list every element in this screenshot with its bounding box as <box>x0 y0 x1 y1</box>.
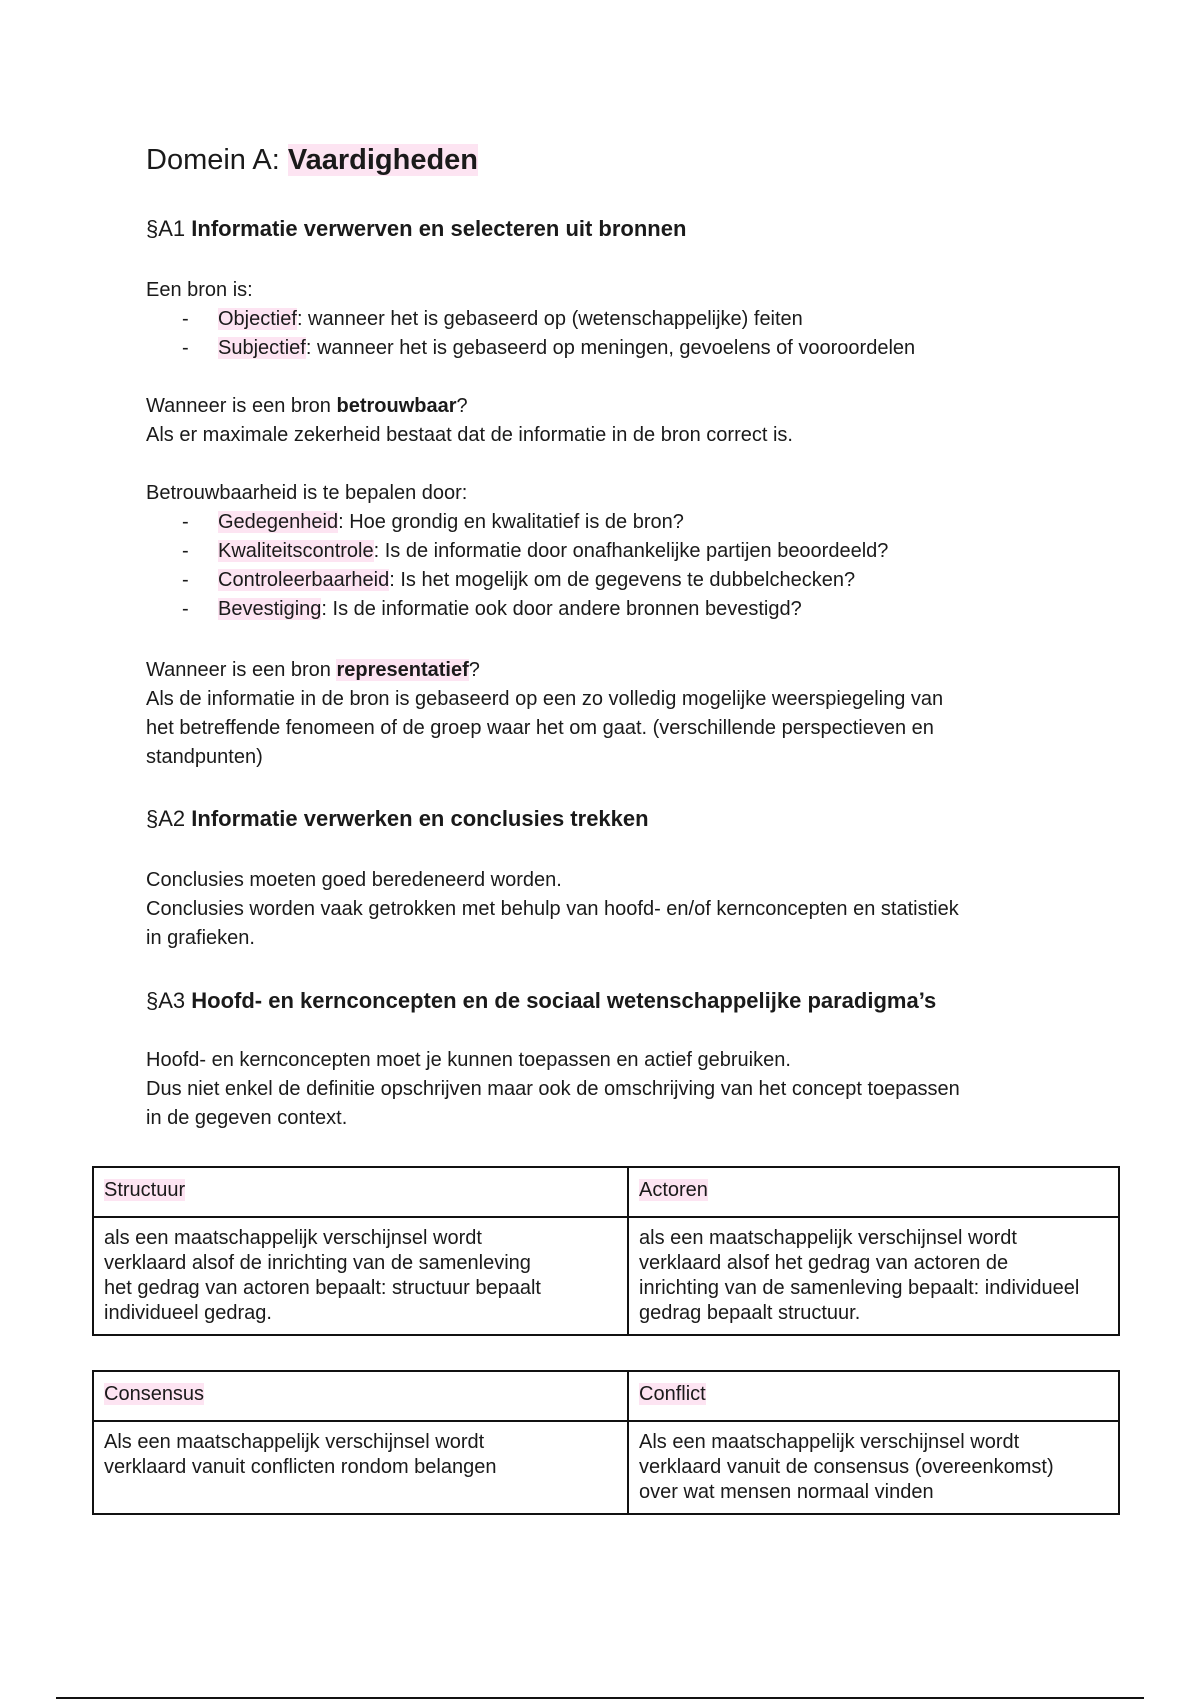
title-prefix: Domein A: <box>146 144 288 176</box>
cell-line: over wat mensen normaal vinden <box>639 1481 934 1503</box>
table-header-label: Conflict <box>639 1383 706 1405</box>
conclusies-block <box>146 866 1086 953</box>
betrouwbaarheid-block <box>146 479 1086 624</box>
betrouwbaarheid-intro: Betrouwbaarheid is te bepalen door: <box>146 482 468 504</box>
representatief-block <box>146 656 1086 772</box>
section-a2-number: §A2 <box>146 806 192 831</box>
list-item-text: : Is het mogelijk om de gegevens te dubbelchecken? <box>389 569 856 591</box>
representatief-answer-line: standpunten) <box>146 746 263 768</box>
section-a2-title: Informatie verwerken en conclusies trekken <box>191 806 649 831</box>
list-dash: - <box>182 308 189 330</box>
table-cell-actoren <box>628 1217 1119 1335</box>
cell-line: gedrag bepaalt structuur. <box>639 1302 861 1324</box>
list-item-term: Subjectief <box>218 337 306 359</box>
paragraph-line: Conclusies worden vaak getrokken met behulp van hoofd- en/of kernconcepten en statistiek <box>146 898 959 920</box>
section-a1-number: §A1 <box>146 216 192 241</box>
table-header-label: Consensus <box>104 1383 205 1405</box>
paragraph-line: Conclusies moeten goed beredeneerd worden. <box>146 869 562 891</box>
list-dash: - <box>182 337 189 359</box>
list-item <box>146 595 1086 624</box>
table-row <box>93 1167 1119 1217</box>
list-dash: - <box>182 540 189 562</box>
footer-divider <box>56 1697 1144 1699</box>
section-a3-heading <box>146 988 936 1014</box>
table-header-label: Actoren <box>639 1179 708 1201</box>
page-title <box>146 144 478 177</box>
table-cell-consensus <box>93 1421 628 1514</box>
cell-line: verklaard alsof het gedrag van actoren de <box>639 1252 1009 1274</box>
list-item-text: : wanneer het is gebaseerd op (wetenschappelijke) feiten <box>296 308 803 330</box>
list-item <box>146 508 1086 537</box>
list-item-term: Kwaliteitscontrole <box>218 540 374 562</box>
table-cell-conflict <box>628 1421 1119 1514</box>
cell-line: verklaard alsof de inrichting van de samenleving <box>104 1252 531 1274</box>
list-dash: - <box>182 511 189 533</box>
cell-line: het gedrag van actoren bepaalt: structuur bepaalt <box>104 1277 541 1299</box>
bron-definition <box>146 276 1086 363</box>
list-item-term: Objectief <box>218 308 297 330</box>
list-dash: - <box>182 569 189 591</box>
paragraph-line: Hoofd- en kernconcepten moet je kunnen toepassen en actief gebruiken. <box>146 1049 791 1071</box>
cell-line: als een maatschappelijk verschijnsel wordt <box>104 1227 482 1249</box>
structuur-actoren-table <box>92 1166 1120 1336</box>
table-cell-structuur <box>93 1217 628 1335</box>
question-text: Wanneer is een bron <box>146 659 337 681</box>
betrouwbaar-question <box>146 392 1086 421</box>
question-term: representatief <box>336 659 469 681</box>
table-row <box>93 1217 1119 1335</box>
cell-line: inrichting van de samenleving bepaalt: individueel <box>639 1277 1080 1299</box>
table-header-actoren <box>628 1167 1119 1217</box>
list-item <box>146 334 1086 363</box>
representatief-answer-line: Als de informatie in de bron is gebaseerd op een zo volledig mogelijke weerspiegeling van <box>146 688 944 710</box>
betrouwbaar-block <box>146 392 1086 450</box>
list-item-text: : Is de informatie ook door andere bronnen bevestigd? <box>321 598 802 620</box>
cell-line: Als een maatschappelijk verschijnsel wordt <box>639 1431 1020 1453</box>
list-item-text: : Hoe grondig en kwalitatief is de bron? <box>338 511 684 533</box>
cell-line: Als een maatschappelijk verschijnsel wordt <box>104 1431 485 1453</box>
consensus-conflict-table <box>92 1370 1120 1515</box>
section-a3-number: §A3 <box>146 988 192 1013</box>
list-item <box>146 305 1086 334</box>
list-item-term: Gedegenheid <box>218 511 339 533</box>
betrouwbaar-answer: Als er maximale zekerheid bestaat dat de informatie in de bron correct is. <box>146 424 793 446</box>
kernconcepten-block <box>146 1046 1086 1133</box>
list-item-term: Controleerbaarheid <box>218 569 390 591</box>
section-a1-title: Informatie verwerven en selecteren uit bronnen <box>191 216 687 241</box>
question-mark: ? <box>468 659 480 681</box>
title-main: Vaardigheden <box>287 144 479 176</box>
table-header-consensus <box>93 1371 628 1421</box>
section-a3-title: Hoofd- en kernconcepten en de sociaal wetenschappelijke paradigma’s <box>191 988 937 1013</box>
section-a2-heading <box>146 806 649 832</box>
representatief-question <box>146 656 1086 685</box>
representatief-answer-line: het betreffende fenomeen of de groep waar het om gaat. (verschillende perspectieven en <box>146 717 934 739</box>
list-item <box>146 566 1086 595</box>
table-row <box>93 1421 1119 1514</box>
list-item-text: : Is de informatie door onafhankelijke partijen beoordeeld? <box>373 540 889 562</box>
paragraph-line: in de gegeven context. <box>146 1107 348 1129</box>
table-header-label: Structuur <box>104 1179 186 1201</box>
betrouwbaarheid-list <box>146 508 1086 624</box>
list-dash: - <box>182 598 189 620</box>
cell-line: individueel gedrag. <box>104 1302 272 1324</box>
question-term: betrouwbaar <box>336 395 457 417</box>
question-text: Wanneer is een bron <box>146 395 337 417</box>
list-item-text: : wanneer het is gebaseerd op meningen, gevoelens of vooroordelen <box>305 337 916 359</box>
paragraph-line: Dus niet enkel de definitie opschrijven maar ook de omschrijving van het concept toepassen <box>146 1078 960 1100</box>
table-header-conflict <box>628 1371 1119 1421</box>
list-item-term: Bevestiging <box>218 598 322 620</box>
question-mark: ? <box>456 395 468 417</box>
table-row <box>93 1371 1119 1421</box>
section-a1-heading <box>146 216 686 242</box>
bron-intro: Een bron is: <box>146 279 253 301</box>
paragraph-line: in grafieken. <box>146 927 255 949</box>
table-header-structuur <box>93 1167 628 1217</box>
list-item <box>146 537 1086 566</box>
cell-line: als een maatschappelijk verschijnsel wordt <box>639 1227 1017 1249</box>
cell-line: verklaard vanuit de consensus (overeenkomst) <box>639 1456 1054 1478</box>
bron-list <box>146 305 1086 363</box>
cell-line: verklaard vanuit conflicten rondom belangen <box>104 1456 497 1478</box>
